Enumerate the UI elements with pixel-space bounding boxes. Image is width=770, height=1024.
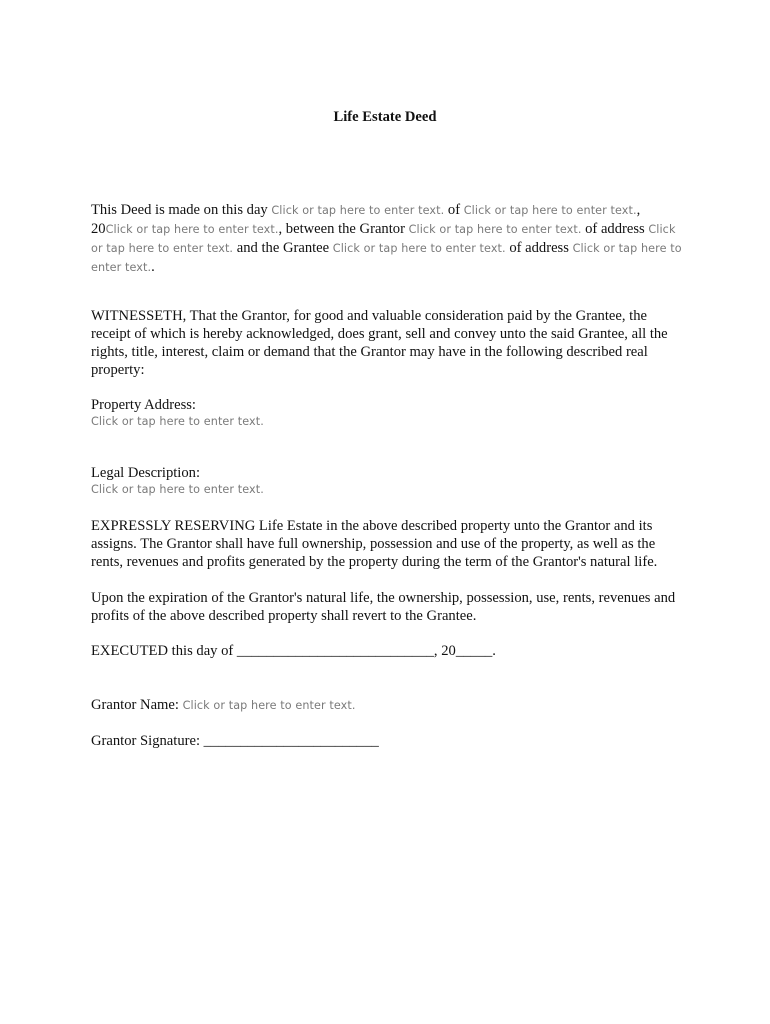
executed-line: EXECUTED this day of ___________________________, 20_____. [91,643,496,659]
intro-text: 20 [91,221,106,237]
month-field[interactable]: Click or tap here to enter text. [463,204,637,217]
grantee-address-field[interactable]: Click or tap here to enter text. [91,242,682,274]
day-field[interactable]: Click or tap here to enter text. [271,204,445,217]
grantor-signature-line: Grantor Signature: ________________________ [91,733,379,749]
year-field[interactable]: Click or tap here to enter text. [105,223,279,236]
grantee-field[interactable]: Click or tap here to enter text. [332,242,506,255]
legal-description-field[interactable]: Click or tap here to enter text. [91,483,264,496]
reserving-paragraph: EXPRESSLY RESERVING Life Estate in the above described property unto the Grantor and its assigns. The Grantor shall have full ownership, possession and use of the property, as well as the rents, revenues and profits generated by the property during the term of the Grantor's natural life. [91,518,658,570]
property-address-field[interactable]: Click or tap here to enter text. [91,415,264,428]
intro-text: of [444,202,464,218]
grantor-address-field[interactable]: Click or tap here to enter text. [91,223,676,255]
intro-paragraph [91,201,683,277]
intro-text: . [151,259,155,275]
expiration-paragraph: Upon the expiration of the Grantor's natural life, the ownership, possession, use, rents, revenues and profits of the above described property shall revert to the Grantee. [91,590,676,624]
intro-text: and the Grantee [233,240,333,256]
grantor-field[interactable]: Click or tap here to enter text. [408,223,582,236]
witnesseth-paragraph: WITNESSETH, That the Grantor, for good and valuable consideration paid by the Grantee, the receipt of which is hereby acknowledged, does grant, sell and convey unto the said Grantee, all the rights, title, interest, claim or demand that the Grantor may have in the following described real property: [91,308,668,378]
document-title: Life Estate Deed [333,109,437,125]
intro-text: of address [505,240,573,256]
intro-text: This Deed is made on this day [91,202,272,218]
grantor-name-field[interactable]: Click or tap here to enter text. [182,699,356,712]
intro-text: of address [581,221,649,237]
legal-description-label: Legal Description: [91,465,201,481]
property-address-label: Property Address: [91,397,196,413]
grantor-name-label: Grantor Name: [91,697,183,713]
intro-text: , [636,202,641,218]
intro-text: , between the Grantor [278,221,409,237]
grantor-name-line [91,696,683,715]
